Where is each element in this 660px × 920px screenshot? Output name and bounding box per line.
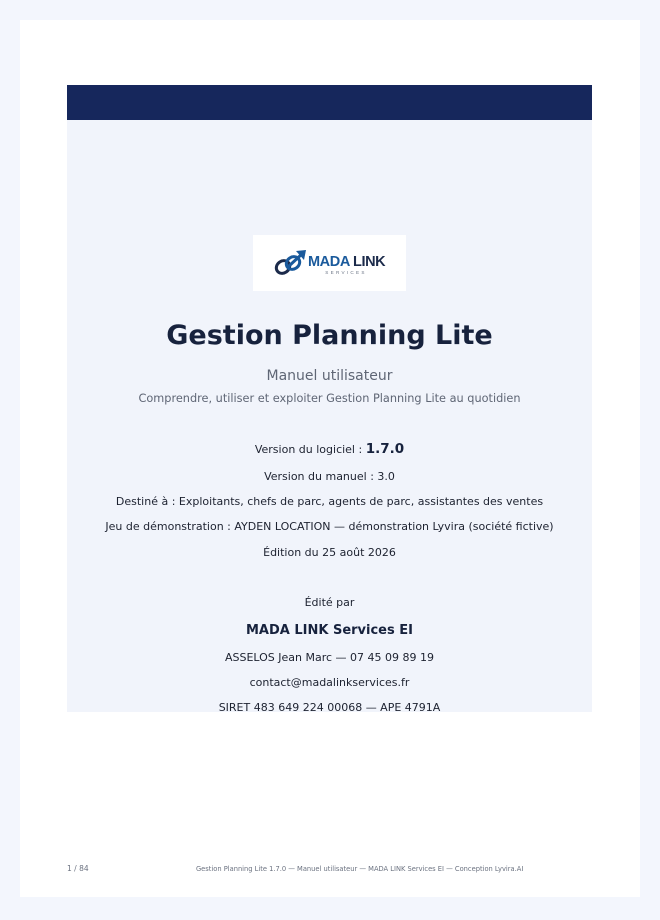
logo-wordmark (308, 254, 385, 270)
cover-panel (67, 85, 592, 712)
rising-arrow-link-icon (273, 249, 307, 277)
edition-date: Édition du 25 août 2026 (263, 546, 396, 559)
manual-version: Version du manuel : 3.0 (264, 470, 395, 483)
footer-text: Gestion Planning Lite 1.7.0 — Manuel utilisateur — MADA LINK Services EI — Conception Lyvira.AI (196, 865, 524, 873)
publisher-company: MADA LINK Services EI (245, 623, 413, 638)
company-logo (253, 235, 406, 291)
software-version (67, 442, 592, 457)
publisher-siret: SIRET 483 649 224 00068 — APE 4791A (218, 701, 441, 714)
target-audience: Destiné à : Exploitants, chefs de parc, agents de parc, assistantes des ventes (115, 495, 544, 508)
logo-tagline: SERVICES (325, 270, 367, 275)
document-title: Gestion Planning Lite (166, 320, 493, 351)
document-subtitle: Manuel utilisateur (266, 368, 393, 384)
publisher-label: Édité par (304, 596, 355, 609)
document-page (20, 20, 640, 897)
logo-word-link: LINK (353, 254, 386, 270)
publisher-email: contact@madalinkservices.fr (249, 676, 410, 689)
logo-word-mada: MADA (308, 254, 350, 270)
demo-dataset: Jeu de démonstration : AYDEN LOCATION — démonstration Lyvira (société fictive) (105, 520, 554, 533)
software-version-label: Version du logiciel : (254, 443, 366, 456)
document-tagline: Comprendre, utiliser et exploiter Gestion Planning Lite au quotidien (138, 392, 521, 405)
footer-page-number: 1 / 84 (67, 864, 89, 873)
publisher-contact: ASSELOS Jean Marc — 07 45 09 89 19 (224, 651, 435, 664)
cover-header-band (67, 85, 592, 120)
software-version-value: 1.7.0 (365, 441, 405, 457)
